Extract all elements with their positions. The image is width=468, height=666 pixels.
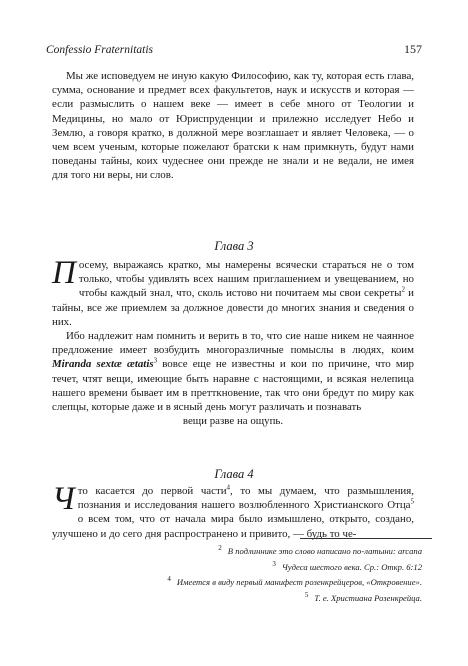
chapter-3-dropcap: П: [52, 255, 76, 291]
footnote-number: 4: [167, 575, 171, 584]
footnote-item: [120, 575, 422, 591]
page-number: 157: [404, 42, 422, 56]
latin-phrase: Miranda sextæ ætatis: [52, 358, 154, 371]
chapter-3-paragraph-2: [52, 329, 414, 428]
footnote-number: 5: [304, 590, 309, 599]
chapter-3-text-2: и тайны, все же приемлем за должное довести до многих знания и сведения о них.: [52, 287, 414, 328]
chapter-3-body: [52, 255, 414, 428]
chapter-3-text-1: осему, выражаясь кратко, мы намерены всячески стараться не о том только, чтобы удивлять всех нашим приглашением и увещеванием, но чтобы каждый знал, что, сколь истово ни почитаем мы свои секреты: [78, 259, 414, 300]
footnote-text: Чудеса шестого века. Ср.: Откр. 6:12: [281, 561, 422, 572]
footnote-ref-3: 3: [153, 356, 158, 365]
chapter-3-text-3: Ибо надлежит нам помнить и верить в то, что сие наше никем не чаянное предложение имеет возбудить многоразличные помыслы в людях, коим: [52, 330, 414, 357]
footnote-text: В подлиннике это слово написано по-латыни: arcana: [227, 546, 422, 556]
footnote-text: Т. е. Христиана Розенкрейца.: [314, 592, 422, 603]
chapter-4-text-2: , то мы думаем, что размышления, познания и исследования нашего возлюбленного Христианского Отца: [77, 485, 414, 512]
footnotes: [120, 544, 422, 606]
running-title: Confessio Fraternitatis: [46, 44, 154, 56]
chapter-4-heading: Глава 4: [214, 467, 254, 481]
footnote-divider: [300, 538, 432, 539]
chapter-4-dropcap: Ч: [52, 481, 75, 517]
footnote-number: 2: [218, 544, 222, 553]
footnote-text: Имеется в виду первый манифест розенкрейцеров, «Откровение».: [176, 577, 422, 587]
chapter-3-text-4: вовсе еще не известны и кои по причине, что мир течет, чтят вещи, имеющие быть наравне с настоящими, и всякая нелепица нашего времени бывает им в претткновение, так что они бредут по миру как слепцы, которые даже и в ясный день могут различать и познавать: [52, 358, 414, 414]
footnote-item: [120, 544, 422, 560]
chapter-3-heading: Глава 3: [214, 239, 254, 253]
chapter-4-paragraph-1: [52, 481, 414, 541]
footnote-item: [120, 560, 422, 576]
chapter-4-body: [52, 481, 414, 541]
footnote-ref-2: 2: [401, 285, 405, 294]
paragraph-1: Мы же исповедуем не иную какую Философию, как ту, которая есть глава, сумма, основание и предмет всех факультетов, наук и искусств и которая — если размыслить о нашем веке — имеет в себе много от Теологии и Медицины, но мало от Юриспруденции и прилежно исследует Небо и Землю, а говоря кратко, в должной мере возглашает и являет Человека, — о чем всем ученым, которые пожелают братски к нам примкнуть, будут нами поведаны тайны, коих чудеснее они прежде не знали и не ведали, не имея для того ни веры, ни слов.: [52, 70, 414, 182]
chapter-4-text-1: то касается до первой части: [77, 485, 227, 497]
footnote-number: 3: [272, 559, 276, 568]
chapter-4-text-3: о всем том, что от начала мира было измышлено, открыто, создано, улучшено и до сего дня распространено и привито, — будь то че-: [52, 513, 414, 540]
chapter-3-paragraph-1: [52, 255, 414, 329]
chapter-3-last-line: вещи разве на ощупь.: [182, 415, 284, 428]
footnote-ref-4: 4: [226, 483, 231, 492]
footnote-ref-5: 5: [410, 497, 414, 506]
footnote-item: [120, 591, 422, 607]
running-header: [46, 42, 422, 57]
